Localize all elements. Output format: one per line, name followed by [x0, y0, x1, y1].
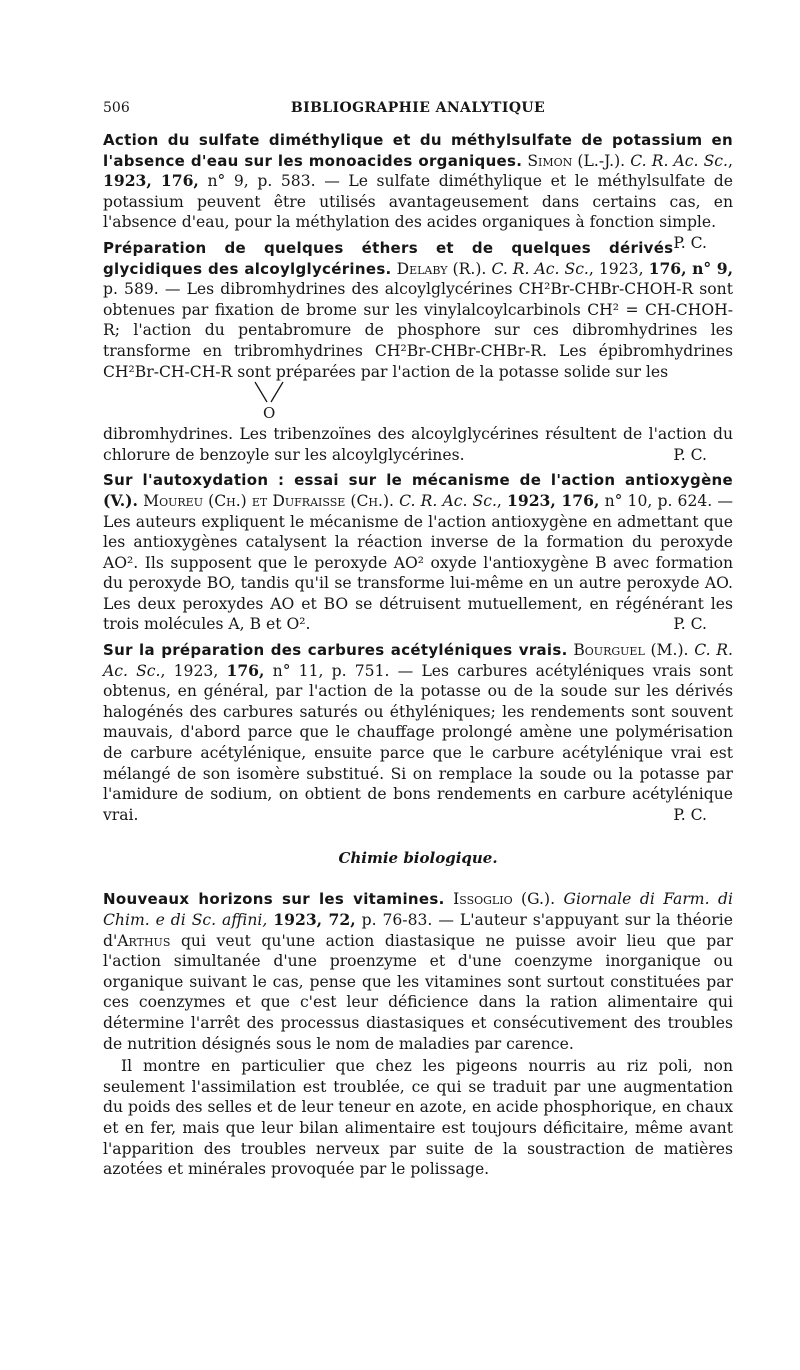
- entry-issue-page: n° 10, p. 624.: [604, 491, 713, 510]
- entry-text: qui veut qu'une action diastasique ne puisse avoir lieu que par l'action simultanée d'une proenzyme et d'une coenzyme inorganique ou organique suivant le cas, pense que les vitamines sont surtout constituées par ces coenzymes et que c'est leur déficience dans la ration alimentaire qui détermine l'arrêt des processus diastasiques et consécutivement des troubles de nutrition désignés sous le nom de maladies par carence.: [103, 931, 733, 1053]
- abstract-entry: Sur la préparation des carbures acétyléniques vrais. Bourguel (M.). C. R. Ac. Sc., 1923, 176, n° 11, p. 751. — Les carbures acétyléniques vrais sont obtenus, en général, par l'action de la potasse ou de la soude sur les dérivés halogénés des carbures saturés ou éthyléniques; les rendements sont souvent mauvais, d'abord parce que le chauffage prolongé amène une polymérisation de carbure acétylénique, ensuite parce que le carbure acétylénique vrai est mélangé de son isomère substitué. Si on remplace la soude ou la potasse par l'amidure de sodium, on obtient de bons rendements en carbure acétylénique vrai. P. C.: [103, 641, 734, 824]
- entry-signature: P. C.: [673, 445, 707, 464]
- entry-author: Issoglio (G.).: [453, 890, 556, 909]
- entry-title: Préparation de quelques éthers et de quelques dérivés glycidiques des alcoylglycérines.: [103, 238, 674, 278]
- page-number: 506: [103, 100, 130, 116]
- entry-page: p. 589.: [103, 280, 159, 299]
- entry-journal: C. R. Ac. Sc.: [399, 491, 497, 510]
- oxygen-label: O: [263, 404, 276, 423]
- entry-page: p. 76-83.: [361, 911, 433, 929]
- abstract-entry: Préparation de quelques éthers et de quelques dérivés glycidiques des alcoylglycérines. Delaby (R.). C. R. Ac. Sc., 1923, 176, n° 9, p. 589. — Les dibromhydrines des alcoylglycérines CH²Br-CHBr-CHOH-R sont obtenues par fixation de brome sur les vinylalcoylcarbinols CH² = CH-CHOH-R; l'action du pentabromure de phosphore sur ces dibromhydrines les transforme en tribromhydrines CH²Br-CHBr-CHBr-R. Les épibromhydrines CH²Br-CH-CH-R sont préparées par l'action de la potasse solide sur les O dibromhydrines. Les tribenzoïnes des alcoylglycérines résultent de l'action du chlorure de benzoyle sur les alcoylglycérines. P. C.: [103, 238, 733, 464]
- entry-author: Moureu (Ch.) et Dufraisse (Ch.).: [143, 491, 395, 510]
- entry-author: Delaby (R.).: [396, 259, 487, 278]
- entry-paragraph: Il montre en particulier que chez les pigeons nourris au riz poli, non seulement l'assimilation est troublée, ce qui se traduit par une augmentation du poids des selles et de leur teneur en azote, en acide phosphorique, en chaux et en fer, mais que leur bilan alimentaire est toujours déficitaire, même avant l'apparition des troubles nerveux par suite de la soustraction de matières azotées et minérales provoquée par le polissage.: [103, 1057, 733, 1179]
- entry-year: 1923,: [598, 259, 644, 278]
- running-title: BIBLIOGRAPHIE ANALYTIQUE: [290, 100, 546, 116]
- entry-author: Simon (L.-J.).: [527, 151, 626, 170]
- epoxide-bridge: [103, 382, 733, 424]
- abstract-entry: Sur l'autoxydation : essai sur le mécanisme de l'action antioxygène (V.). Moureu (Ch.) et Dufraisse (Ch.). C. R. Ac. Sc., 1923, 176, n° 10, p. 624. — Les auteurs expliquent le mécanisme de l'action antioxygène en admettant que les antioxygènes catalysent la réaction inverse de la formation du peroxyde AO². Ils supposent que le peroxyde AO² oxyde l'antioxygène B avec formation du peroxyde BO, tandis qu'il se transforme lui-même en un autre peroxyde AO. Les deux peroxydes AO et BO se détruisent mutuellement, en régénérant les trois molécules A, B et O². P. C.: [103, 471, 733, 634]
- entry-journal: Giornale di Farm. di Chim. e di Sc. affini,: [103, 890, 733, 929]
- entry-title: Sur l'autoxydation : essai sur le mécanisme de l'action antioxygène: [103, 471, 733, 490]
- entry-text: — Les auteurs expliquent le mécanisme de l'action antioxygène en admettant que les antioxygènes catalysent la réaction inverse de la formation du peroxyde AO². Ils supposent que le peroxyde AO² oxyde l'antioxygène B avec formation du peroxyde BO, tandis qu'il se transforme lui-même en un autre peroxyde AO. Les deux peroxydes AO et BO se détruisent mutuellement, en régénérant les trois molécules A, B et O².: [103, 491, 733, 634]
- entry-journal: C. R. Ac. Sc.: [491, 259, 589, 278]
- entry-volume-issue: 176, n° 9,: [648, 258, 733, 278]
- abstract-entry: [103, 889, 733, 1179]
- entry-title: Sur la préparation des carbures acétyléniques vrais.: [103, 641, 568, 660]
- section-heading: Chimie biologique.: [338, 849, 498, 868]
- entry-title-tail: (V.).: [103, 490, 138, 510]
- entry-author: Bourguel (M.).: [573, 641, 689, 660]
- epoxide-bridge-icon: [249, 380, 289, 422]
- entry-issue-page: n° 9, p. 583.: [207, 172, 316, 191]
- entry-year: 1923,: [173, 661, 219, 680]
- cited-author: Arthus: [117, 931, 171, 950]
- entry-text-continued: dibromhydrines. Les tribenzoïnes des alcoylglycérines résultent de l'action du chlorure de benzoyle sur les alcoylglycérines.: [103, 425, 733, 464]
- running-header: [103, 100, 733, 126]
- entry-year-volume: 1923, 176,: [103, 171, 199, 191]
- abstract-entry: Action du sulfate diméthylique et du méthylsulfate de potassium en l'absence d'eau sur les monoacides organiques. Simon (L.-J.). C. R. Ac. Sc., 1923, 176, n° 9, p. 583. — Le sulfate diméthylique et le méthylsulfate de potassium peuvent être utilisés avantageusement dans certains cas, en l'absence d'eau, pour la méthylation des acides organiques à fonction simple. P. C.: [103, 131, 733, 252]
- entry-text: — Les dibromhydrines des alcoylglycérines CH²Br-CHBr-CHOH-R sont obtenues par fixation de brome sur les vinylalcoylcarbinols CH² = CH-CHOH-R; l'action du pentabromure de phosphore sur ces dibromhydrines les transforme en tribromhydrines CH²Br-CHBr-CHBr-R. Les épibromhydrines CH²Br-CH-CH-R sont préparées par l'action de la potasse solide sur les: [103, 280, 733, 381]
- entry-title: Nouveaux horizons sur les vitamines.: [103, 890, 445, 909]
- entry-text: — Le sulfate diméthylique et le méthylsulfate de potassium peuvent être utilisés avantageusement dans certains cas, en l'absence d'eau, pour la méthylation des acides organiques à fonction simple.: [103, 172, 733, 232]
- entry-title: Action du sulfate diméthylique et du méthylsulfate de potassium en l'absence d'eau sur les monoacides organiques.: [103, 131, 733, 170]
- journal-page: [103, 100, 733, 1180]
- entry-issue-page: n° 11, p. 751.: [272, 661, 390, 680]
- entry-journal: C. R. Ac. Sc.: [630, 151, 728, 170]
- entry-signature: P. C.: [673, 805, 707, 824]
- entry-volume: 176,: [226, 660, 265, 680]
- entry-signature: P. C.: [673, 615, 707, 634]
- entry-journal: C. R. Ac. Sc.: [103, 641, 733, 680]
- entry-year-volume: 1923, 72,: [273, 910, 356, 929]
- entry-text: — Les carbures acétyléniques vrais sont obtenus, en général, par l'action de la potasse ou de la soude sur les dérivés halogénés des carbures saturés ou éthyléniques; les rendements sont souvent mauvais, d'abord parce que le chauffage prolongé amène une polymérisation de carbure acétylénique, ensuite parce que le carbure acétylénique vrai est mélangé de son isomère substitué. Si on remplace la soude ou la potasse par l'amidure de sodium, on obtient de bons rendements en carbure acétylénique vrai.: [103, 661, 734, 824]
- entry-year-volume: 1923, 176,: [507, 490, 600, 510]
- entry-signature: P. C.: [673, 233, 707, 252]
- entry-text-lead: — L'auteur s'appuyant sur la théorie d': [103, 911, 733, 950]
